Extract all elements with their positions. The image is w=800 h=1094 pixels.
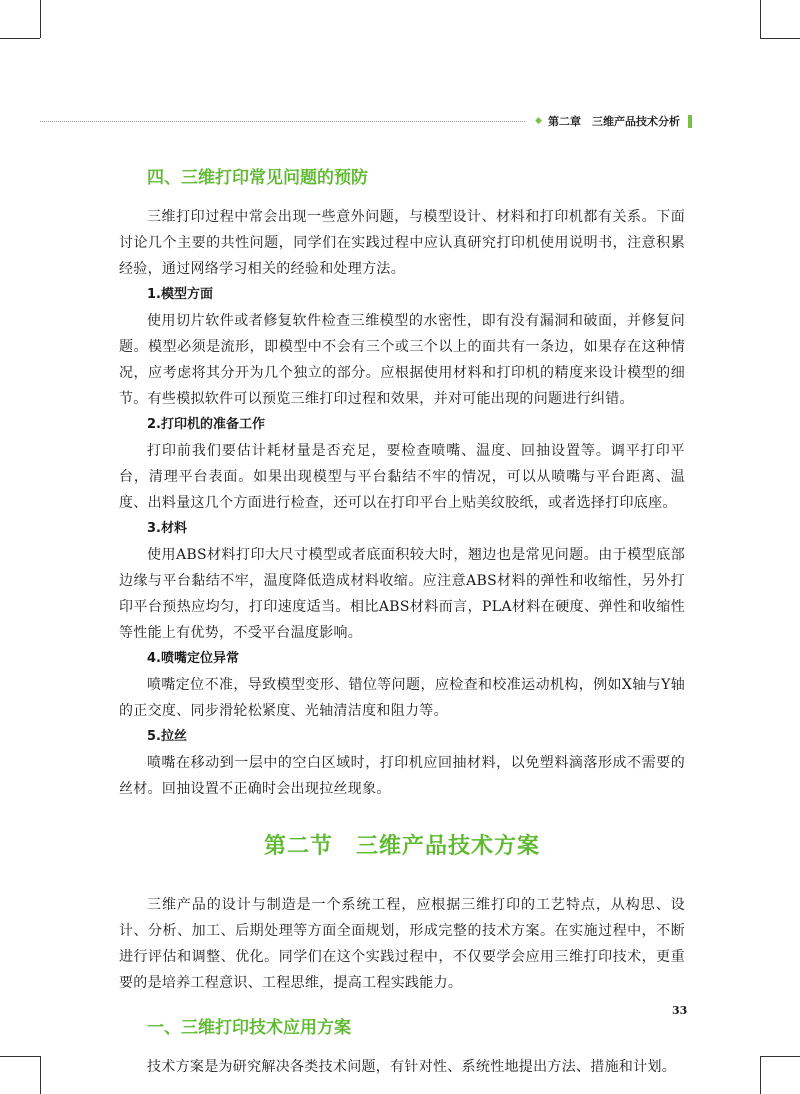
subheading-nozzle: 4.喷嘴定位异常 <box>147 651 239 666</box>
paragraph-nozzle: 喷嘴定位不准，导致模型变形、错位等问题，应检查和校准运动机构，例如X轴与Y轴的正交度、同步滑轮松紧度、光轴清洁度和阻力等。 <box>119 677 685 719</box>
running-head <box>40 112 692 130</box>
heading-tech-plan: 一、三维打印技术应用方案 <box>147 1018 351 1038</box>
subheading-model: 1.模型方面 <box>147 287 213 302</box>
section-title: 第二节 三维产品技术方案 <box>263 834 540 859</box>
subheading-printer: 2.打印机的准备工作 <box>147 417 265 432</box>
crop-mark <box>0 1056 40 1057</box>
chapter-title: 第二章 三维产品技术分析 <box>548 115 680 128</box>
crop-mark <box>760 38 800 39</box>
header-bar-marker <box>688 115 692 128</box>
page-body <box>119 166 688 1080</box>
crop-mark <box>40 0 41 38</box>
paragraph-model: 使用切片软件或者修复软件检查三维模型的水密性，即有没有漏洞和破面，并修复问题。模型必须是流形，即模型中不会有三个或三个以上的面共有一条边，如果存在这种情况，应考虑将其分开为几个独立的部分。应根据使用材料和打印机的精度来设计模型的细节。有些模拟软件可以预览三维打印过程和效果，并对可能出现的问题进行纠错。 <box>119 313 685 407</box>
crop-mark <box>40 1056 41 1094</box>
heading-prevention: 四、三维打印常见问题的预防 <box>147 168 368 188</box>
crop-mark <box>760 0 761 38</box>
subheading-stringing: 5.拉丝 <box>147 729 187 744</box>
paragraph-tech-plan: 技术方案是为研究解决各类技术问题，有针对性、系统性地提出方法、措施和计划。 <box>147 1059 677 1075</box>
paragraph-material: 使用ABS材料打印大尺寸模型或者底面积较大时，翘边也是常见问题。由于模型底部边缘与平台黏结不牢，温度降低造成材料收缩。应注意ABS材料的弹性和收缩性，另外打印平台预热应均匀，打印速度适当。相比ABS材料而言，PLA材料在硬度、弹性和收缩性等性能上有优势，不受平台温度影响。 <box>119 547 685 641</box>
diamond-icon: ◆ <box>535 116 542 126</box>
crop-mark <box>760 1056 800 1057</box>
crop-mark <box>760 1056 761 1094</box>
subheading-material: 3.材料 <box>147 521 187 536</box>
paragraph-printer: 打印前我们要估计耗材量是否充足，要检查喷嘴、温度、回抽设置等。调平打印平台，清理平台表面。如果出现模型与平台黏结不牢的情况，可以从喷嘴与平台距离、温度、出料量这几个方面进行检查，还可以在打印平台上贴美纹胶纸，或者选择打印底座。 <box>119 443 685 511</box>
paragraph-intro: 三维打印过程中常会出现一些意外问题，与模型设计、材料和打印机都有关系。下面讨论几个主要的共性问题，同学们在实践过程中应认真研究打印机使用说明书，注意积累经验，通过网络学习相关的经验和处理方法。 <box>119 209 685 277</box>
page-number: 33 <box>672 1004 688 1017</box>
paragraph-stringing: 喷嘴在移动到一层中的空白区域时，打印机应回抽材料，以免塑料滴落形成不需要的丝材。回抽设置不正确时会出现拉丝现象。 <box>119 755 685 797</box>
header-rule <box>40 121 525 122</box>
paragraph-section-intro: 三维产品的设计与制造是一个系统工程，应根据三维打印的工艺特点，从构思、设计、分析、加工、后期处理等方面全面规划，形成完整的技术方案。在实施过程中，不断进行评估和调整、优化。同学们在这个实践过程中，不仅要学会应用三维打印技术，更重要的是培养工程意识、工程思维，提高工程实践能力。 <box>119 897 685 991</box>
crop-mark <box>0 38 40 39</box>
